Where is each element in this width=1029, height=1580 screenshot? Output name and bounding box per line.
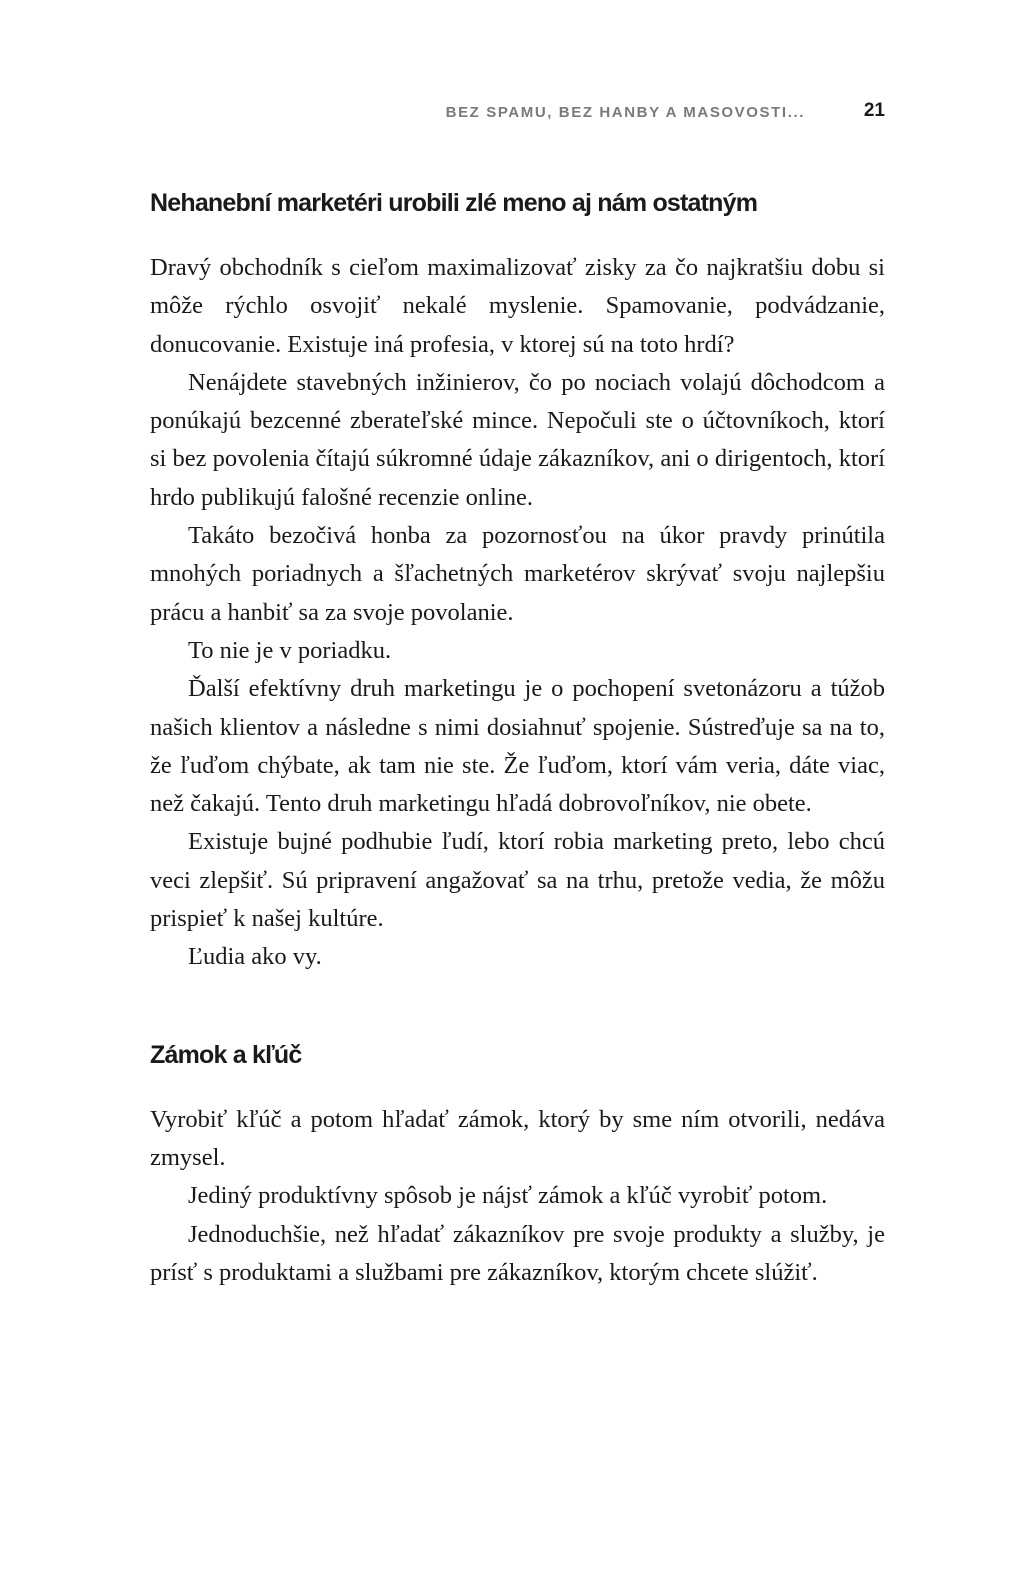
paragraph: Takáto bezočivá honba za pozornosťou na úkor pravdy prinútila mnohých poriadnych a šľachetných marketérov skrývať svoju najlepšiu prácu a hanbiť sa za svoje povolanie. — [150, 522, 885, 626]
paragraph: To nie je v poriadku. — [188, 636, 392, 664]
paragraph: Dravý obchodník s cieľom maximalizovať zisky za čo najkratšiu dobu si môže rýchlo osvojiť nekalé myslenie. Spamovanie, podvádzanie, donucovanie. Existuje iná profesia, v ktorej sú na toto hrdí? — [150, 254, 885, 358]
paragraph: Jednoduchšie, než hľadať zákazníkov pre svoje produkty a služby, je prísť s produktami a službami pre zákazníkov, ktorým chcete slúžiť. — [150, 1220, 885, 1286]
page-number: 21 — [863, 100, 885, 121]
running-head-title: BEZ SPAMU, BEZ HANBY A MASOVOSTI... — [445, 104, 805, 121]
section-heading: Nehanební marketéri urobili zlé meno aj nám ostatným — [150, 189, 758, 217]
paragraph: Jediný produktívny spôsob je nájsť zámok a kľúč vyrobiť potom. — [188, 1182, 828, 1210]
paragraph: Ďalší efektívny druh marketingu je o pochopení svetonázoru a túžob našich klientov a následne s nimi dosiahnuť spojenie. Sústreďuje sa na to, že ľuďom chýbate, ak tam nie ste. Že ľuďom, ktorí vám veria, dáte viac, než čakajú. Tento druh marketingu hľadá dobrovoľníkov, nie obete. — [150, 675, 885, 818]
paragraph: Ľudia ako vy. — [188, 943, 322, 971]
paragraph: Vyrobiť kľúč a potom hľadať zámok, ktorý by sme ním otvorili, nedáva zmysel. — [150, 1105, 885, 1171]
paragraph: Existuje bujné podhubie ľudí, ktorí robia marketing preto, lebo chcú veci zlepšiť. Sú pripravení angažovať sa na trhu, pretože vedia, že môžu prispieť k našej kultúre. — [150, 828, 885, 933]
running-head — [150, 100, 885, 130]
section-heading: Zámok a kľúč — [150, 1040, 302, 1069]
page-content — [150, 183, 885, 1292]
paragraph: Nenájdete stavebných inžinierov, čo po nociach volajú dôchodcom a ponúkajú bezcenné zberateľské mince. Nepočuli ste o účtovníkoch, ktorí si bez povolenia čítajú súkromné údaje zákazníkov, ani o dirigentoch, ktorí hrdo publikujú falošné recenzie online. — [150, 368, 885, 511]
